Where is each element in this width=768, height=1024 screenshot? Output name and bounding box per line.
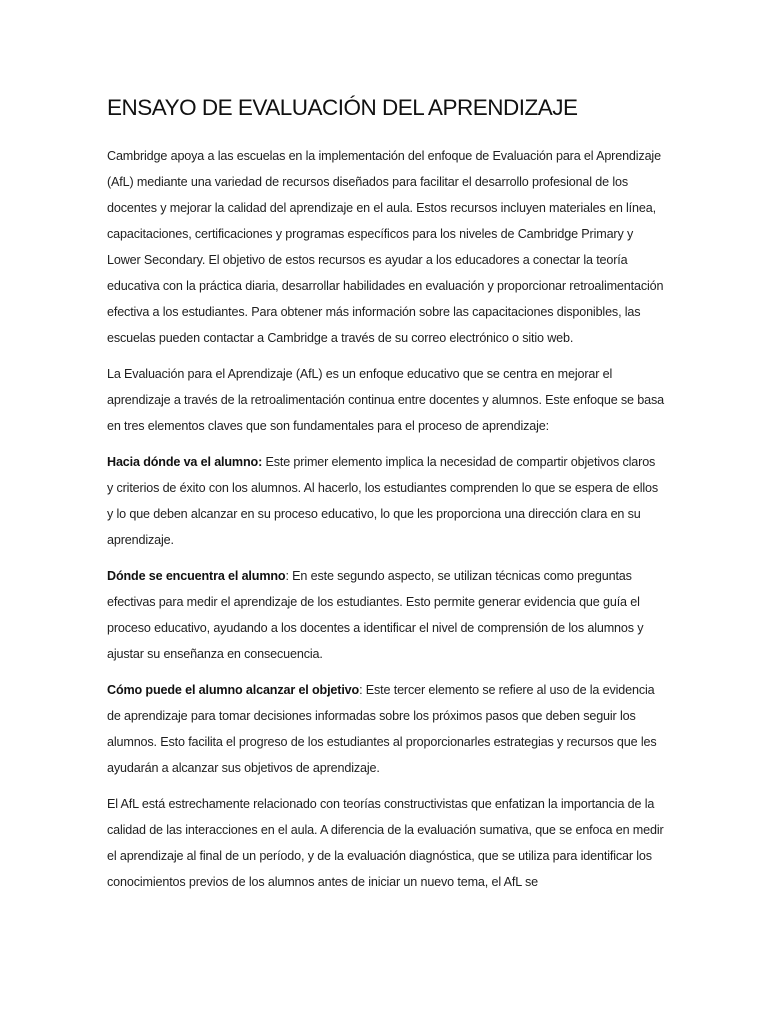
paragraph-afl-definition: La Evaluación para el Aprendizaje (AfL) es un enfoque educativo que se centra en mejorar el aprendizaje a través de la retroalimentación continua entre docentes y alumnos. Este enfoque se basa en tres elementos claves que son fundamentales para el proceso de aprendizaje: xyxy=(107,367,664,433)
paragraph-element-where-now xyxy=(107,563,664,667)
paragraph-element-where-going xyxy=(107,449,664,553)
paragraph-afl-constructivism: El AfL está estrechamente relacionado con teorías constructivistas que enfatizan la importancia de la calidad de las interacciones en el aula. A diferencia de la evaluación sumativa, que se enfoca en medir el aprendizaje al final de un período, y de la evaluación diagnóstica, que se utiliza para identificar los conocimientos previos de los alumnos antes de iniciar un nuevo tema, el AfL se xyxy=(107,797,664,889)
element-text-where-now: : En este segundo aspecto, se utilizan técnicas como preguntas efectivas para medir el aprendizaje de los estudiantes. Esto permite generar evidencia que guía el proceso educativo, ayudando a los docentes a identificar el nivel de comprensión de los alumnos y ajustar su enseñanza en consecuencia. xyxy=(107,569,644,661)
document-title: ENSAYO DE EVALUACIÓN DEL APRENDIZAJE xyxy=(107,95,578,120)
paragraph-cambridge-resources: Cambridge apoya a las escuelas en la implementación del enfoque de Evaluación para el Aprendizaje (AfL) mediante una variedad de recursos diseñados para facilitar el desarrollo profesional de los docentes y mejorar la calidad del aprendizaje en el aula. Estos recursos incluyen materiales en línea, capacitaciones, certificaciones y programas específicos para los niveles de Cambridge Primary y Lower Secondary. El objetivo de estos recursos es ayudar a los educadores a conectar la teoría educativa con la práctica diaria, desarrollar habilidades en evaluación y proporcionar retroalimentación efectiva a los estudiantes. Para obtener más información sobre las capacitaciones disponibles, las escuelas pueden contactar a Cambridge a través de su correo electrónico o sitio web. xyxy=(107,149,664,345)
element-heading-how-to-get-there: Cómo puede el alumno alcanzar el objetivo xyxy=(107,683,360,697)
element-text-where-going: Este primer elemento implica la necesidad de compartir objetivos claros y criterios de éxito con los alumnos. Al hacerlo, los estudiantes comprenden lo que se espera de ellos y lo que deben alcanzar en su proceso educativo, lo que les proporciona una dirección clara en su aprendizaje. xyxy=(107,455,659,547)
element-text-how-to-get-there: : Este tercer elemento se refiere al uso de la evidencia de aprendizaje para tomar decisiones informadas sobre los próximos pasos que deben seguir los alumnos. Esto facilita el progreso de los estudiantes al proporcionarles estrategias y recursos que les ayudarán a alcanzar sus objetivos de aprendizaje. xyxy=(107,683,657,775)
paragraph-element-how-to-get-there xyxy=(107,677,664,781)
element-heading-where-now: Dónde se encuentra el alumno xyxy=(107,569,286,583)
element-heading-where-going: Hacia dónde va el alumno: xyxy=(107,455,263,469)
